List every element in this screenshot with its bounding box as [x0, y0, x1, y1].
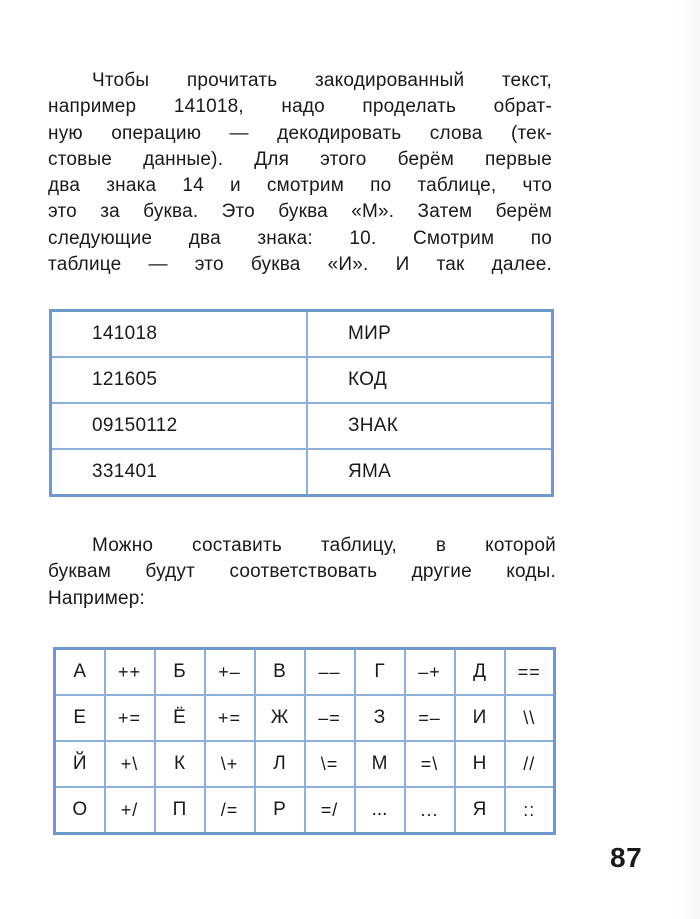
table-row [55, 741, 555, 787]
text-line: это за буква. Это буква «М». Затем берём [48, 201, 552, 223]
word-cell: ЯМА [307, 449, 553, 496]
letter-cell: К [155, 741, 205, 787]
examples-table [49, 309, 554, 497]
word-cell: ЗНАК [307, 403, 553, 449]
symbol-code-cell: == [505, 649, 555, 696]
symbol-code-cell: \+ [205, 741, 255, 787]
letter-code-table [53, 647, 556, 835]
symbol-code-cell: /= [205, 787, 255, 834]
letter-cell: Д [455, 649, 505, 696]
letter-cell: Г [355, 649, 405, 696]
table-row [51, 403, 553, 449]
symbol-code-cell: =\ [405, 741, 455, 787]
code-cell: 141018 [51, 311, 308, 358]
symbol-code-cell: // [505, 741, 555, 787]
letter-cell: Ж [255, 695, 305, 741]
letter-cell: Я [455, 787, 505, 834]
symbol-code-cell: =/ [305, 787, 355, 834]
symbol-code-cell: –– [305, 649, 355, 696]
code-cell: 331401 [51, 449, 308, 496]
symbol-code-cell: +/ [105, 787, 155, 834]
letter-cell: М [355, 741, 405, 787]
text-line: буквам будут соответствовать другие коды. [48, 561, 556, 583]
paragraph-alternative-codes [48, 533, 556, 612]
letter-cell: Н [455, 741, 505, 787]
table-row [55, 695, 555, 741]
letter-cell: И [455, 695, 505, 741]
symbol-code-cell: –= [305, 695, 355, 741]
symbol-code-cell: += [105, 695, 155, 741]
word-cell: КОД [307, 357, 553, 403]
letter-cell: Р [255, 787, 305, 834]
symbol-code-cell: ++ [105, 649, 155, 696]
letter-cell: ... [355, 787, 405, 834]
symbol-code-cell: += [205, 695, 255, 741]
text-line: таблице — это буква «И». И так далее. [48, 254, 552, 276]
letter-cell: В [255, 649, 305, 696]
text-line: стовые данные). Для этого берём первые [48, 148, 552, 170]
letter-cell: Л [255, 741, 305, 787]
letter-cell: П [155, 787, 205, 834]
text-line: Можно составить таблицу, в которой [92, 535, 556, 556]
text-line: Например: [48, 587, 146, 609]
code-cell: 121605 [51, 357, 308, 403]
letter-cell: Б [155, 649, 205, 696]
paragraph-decoding-explanation [48, 68, 552, 278]
word-cell: МИР [307, 311, 553, 358]
symbol-code-cell: –+ [405, 649, 455, 696]
table-row [51, 449, 553, 496]
text-line: ную операцию — декодировать слова (тек- [48, 122, 552, 144]
table-row [51, 357, 553, 403]
page-edge-shading [676, 0, 700, 919]
text-line: Чтобы прочитать закодированный текст, [92, 70, 552, 91]
letter-cell: О [55, 787, 105, 834]
letter-cell: Ё [155, 695, 205, 741]
letter-cell: Е [55, 695, 105, 741]
code-cell: 09150112 [51, 403, 308, 449]
symbol-code-cell: :: [505, 787, 555, 834]
letter-cell: Й [55, 741, 105, 787]
symbol-code-cell: +– [205, 649, 255, 696]
symbol-code-cell: ... [405, 787, 455, 834]
text-line: например 141018, надо проделать обрат- [48, 96, 552, 118]
symbol-code-cell: +\ [105, 741, 155, 787]
symbol-code-cell: \\ [505, 695, 555, 741]
letter-cell: А [55, 649, 105, 696]
symbol-code-cell: \= [305, 741, 355, 787]
text-line: следующие два знака: 10. Смотрим по [48, 227, 552, 249]
letter-cell: З [355, 695, 405, 741]
table-row [51, 311, 553, 358]
symbol-code-cell: =– [405, 695, 455, 741]
text-line: два знака 14 и смотрим по таблице, что [48, 175, 552, 197]
table-row [55, 787, 555, 834]
page-number: 87 [610, 842, 643, 873]
table-row [55, 649, 555, 696]
